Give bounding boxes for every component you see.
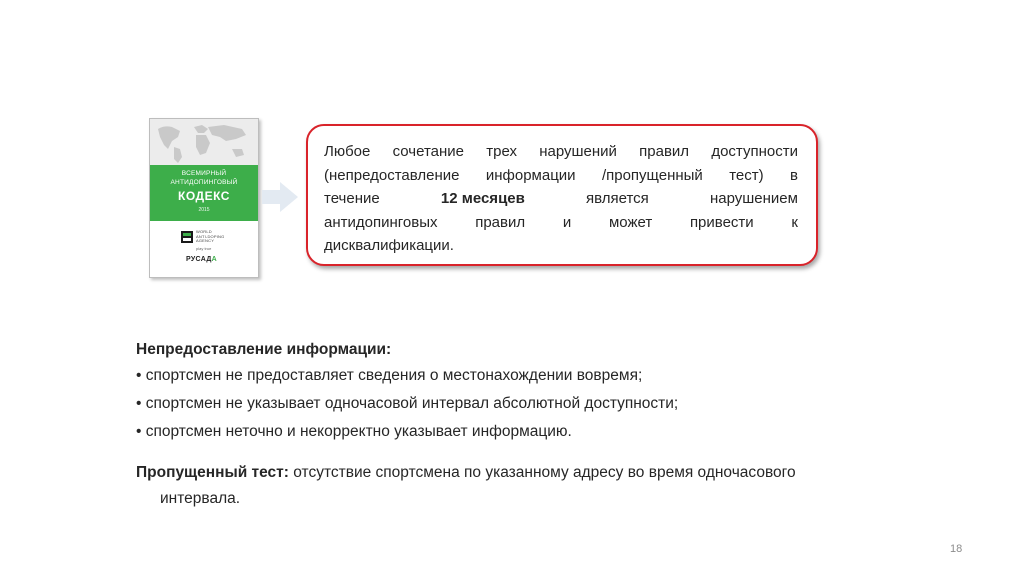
missed-test-definition — [136, 464, 796, 482]
highlight-box — [306, 124, 818, 266]
highlight-line-4: антидопинговых правил и может привести к — [324, 213, 798, 231]
world-map-icon — [150, 119, 258, 165]
missed-test-label: Пропущенный тест: — [136, 464, 289, 481]
wada-name: WORLD ANTI-DOPING AGENCY — [196, 229, 225, 243]
rusada-logo: РУСАДА — [186, 256, 217, 263]
wada-tagline: play true — [196, 246, 212, 251]
highlight-line-5: дисквалификации. — [324, 237, 454, 254]
bullet-item: • спортсмен не предоставляет сведения о местонахождении вовремя; — [136, 367, 643, 384]
book-year: 2015 — [198, 207, 210, 213]
page-number: 18 — [950, 543, 963, 555]
book-title-line2: АНТИДОПИНГОВЫЙ — [170, 179, 238, 186]
missed-test-text-continued: интервала. — [160, 490, 241, 507]
wada-code-book-cover — [149, 118, 259, 278]
highlight-text — [324, 140, 798, 258]
arrow-right-icon — [262, 182, 298, 212]
bullet-item: • спортсмен неточно и некорректно указывает информацию. — [136, 423, 572, 440]
book-title-band — [150, 165, 258, 221]
highlight-line-1: Любое сочетание трех нарушений правил доступности — [324, 143, 798, 160]
book-title: КОДЕКС — [178, 189, 230, 203]
highlight-line-2: (непредоставление информации /пропущенный тест) в — [324, 166, 798, 184]
book-title-line1: ВСЕМИРНЫЙ — [181, 170, 227, 177]
highlight-line-3: течение 12 месяцев является нарушением — [324, 187, 798, 211]
section-heading: Непредоставление информации: — [136, 341, 392, 358]
wada-logo-icon — [181, 231, 193, 243]
missed-test-text: отсутствие спортсмена по указанному адресу во время одночасового — [288, 464, 796, 481]
highlight-period: 12 месяцев — [440, 190, 525, 207]
bullet-item: • спортсмен не указывает одночасовой интервал абсолютной доступности; — [136, 395, 679, 412]
